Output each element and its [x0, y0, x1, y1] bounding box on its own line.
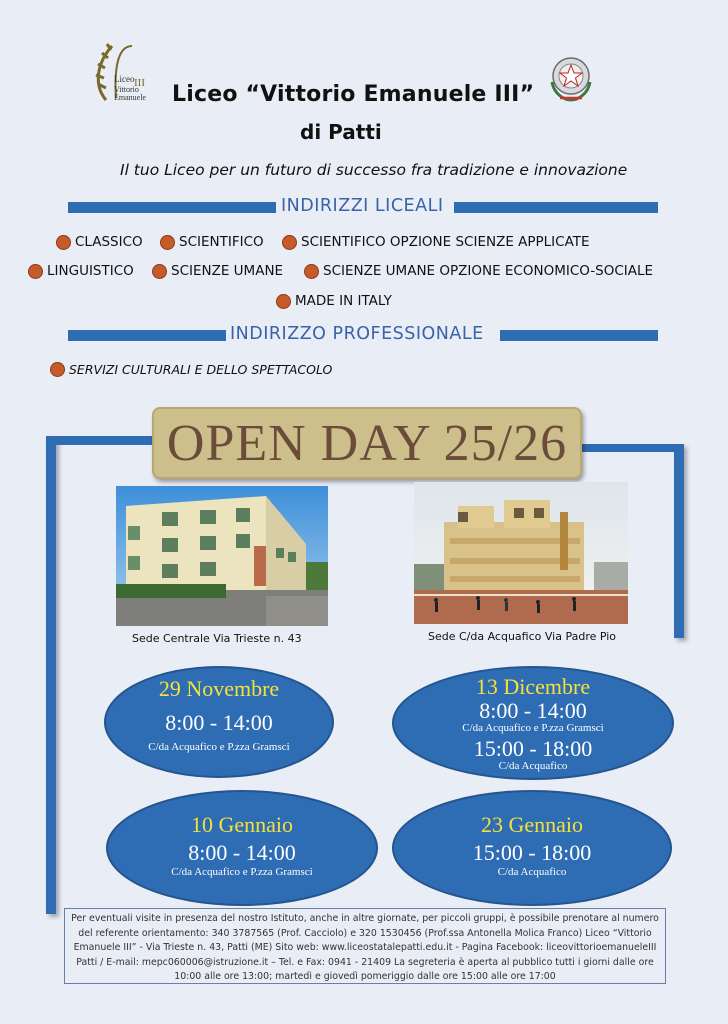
event-ellipse	[106, 790, 378, 906]
course-item: MADE IN ITALY	[276, 293, 392, 309]
photo-caption-left: Sede Centrale Via Trieste n. 43	[132, 632, 302, 645]
course-item: SCIENTIFICO OPZIONE SCIENZE APPLICATE	[282, 234, 590, 250]
course-item: LINGUISTICO	[28, 263, 134, 279]
event-time: 8:00 - 14:00	[188, 840, 296, 865]
frame-left-bar	[46, 436, 56, 914]
bullet-icon	[282, 235, 297, 250]
open-day-title: OPEN DAY 25/26	[166, 414, 568, 472]
course-item: SCIENZE UMANE OPZIONE ECONOMICO-SOCIALE	[304, 263, 653, 279]
bullet-icon	[276, 294, 291, 309]
course-item: CLASSICO	[56, 234, 143, 250]
frame-top-left-bar	[46, 436, 156, 445]
section-bar-right	[454, 202, 658, 213]
footer-info	[64, 908, 666, 984]
section-title-liceali: INDIRIZZI LICEALI	[281, 196, 444, 216]
section-title-professionale: INDIRIZZO PROFESSIONALE	[230, 324, 484, 344]
course-item: SCIENZE UMANE	[152, 263, 283, 279]
event-time: 8:00 - 14:00	[165, 710, 273, 735]
event-time: 15:00 - 18:00	[472, 840, 592, 865]
section-bar-left	[68, 330, 226, 341]
section-bar-left	[68, 202, 276, 213]
event-ellipse	[104, 666, 334, 778]
event-date: 29 Novembre	[158, 676, 280, 701]
logo-text-iii: III	[134, 77, 145, 89]
photo-sede-acquafico	[414, 482, 628, 624]
event-ellipse	[392, 790, 672, 906]
frame-right-bar	[674, 444, 684, 638]
event-time: 15:00 - 18:00	[473, 736, 593, 762]
photo-caption-right: Sede C/da Acquafico Via Padre Pio	[428, 630, 617, 643]
event-place: C/da Acquafico e P.zza Gramsci	[171, 866, 313, 878]
photo-sede-centrale	[116, 486, 328, 626]
event-place: C/da Acquafico e P.zza Gramsci	[462, 722, 604, 734]
logo-text-emanuele: Emanuele	[114, 93, 146, 102]
open-day-banner	[152, 407, 582, 479]
logo-text-vittorio: Vittorio	[114, 85, 139, 94]
event-time: 8:00 - 14:00	[479, 698, 587, 723]
event-date: 10 Gennaio	[190, 812, 294, 837]
page-title: Liceo “Vittorio Emanuele III”	[172, 82, 535, 107]
event-date: 23 Gennaio	[480, 812, 584, 837]
bullet-icon	[152, 264, 167, 279]
logo-text-liceo: Liceo	[114, 74, 135, 84]
school-logo	[92, 38, 164, 108]
bullet-icon	[304, 264, 319, 279]
bullet-icon	[160, 235, 175, 250]
event-place: C/da Acquafico	[497, 866, 567, 878]
frame-top-right-bar	[574, 444, 684, 452]
bullet-icon	[50, 362, 65, 377]
course-item: SCIENTIFICO	[160, 234, 264, 250]
course-item-professionale: SERVIZI CULTURALI E DELLO SPETTACOLO	[50, 362, 332, 377]
event-date: 13 Dicembre	[475, 674, 591, 699]
footer-text: Per eventuali visite in presenza del nostro Istituto, anche in altre giornate, per piccoli gruppi, è possibile prenotare al numero del referente orientamento: 340 3787565 (Prof. Cacciolo) e 320 1530456 (Prof.ssa Antonella Molica Franco) Liceo “Vittorio Emanuele III” - Via Trieste n. 43, Patti (ME) Sito web: www.liceostatalepatti.edu.it - Pagina Facebook: liceovittorioemanueleIII Patti / E-mail: mepc060006@istruzione.it – Tel. e Fax: 0941 - 21409 La segreteria è aperta al pubblico tutti i giorni dalle ore 10:00 alle ore 13:00; martedì e giovedì pomeriggio dalle ore 15:00 alle ore 17:00	[71, 913, 659, 982]
italian-emblem-icon	[546, 52, 596, 104]
page-subtitle: di Patti	[300, 120, 382, 144]
bullet-icon	[28, 264, 43, 279]
section-bar-right	[500, 330, 658, 341]
event-place: C/da Acquafico e P.zza Gramsci	[148, 741, 290, 753]
event-ellipse	[392, 666, 674, 780]
tagline: Il tuo Liceo per un futuro di successo fra tradizione e innovazione	[120, 161, 628, 179]
event-place: C/da Acquafico	[498, 760, 568, 773]
bullet-icon	[56, 235, 71, 250]
